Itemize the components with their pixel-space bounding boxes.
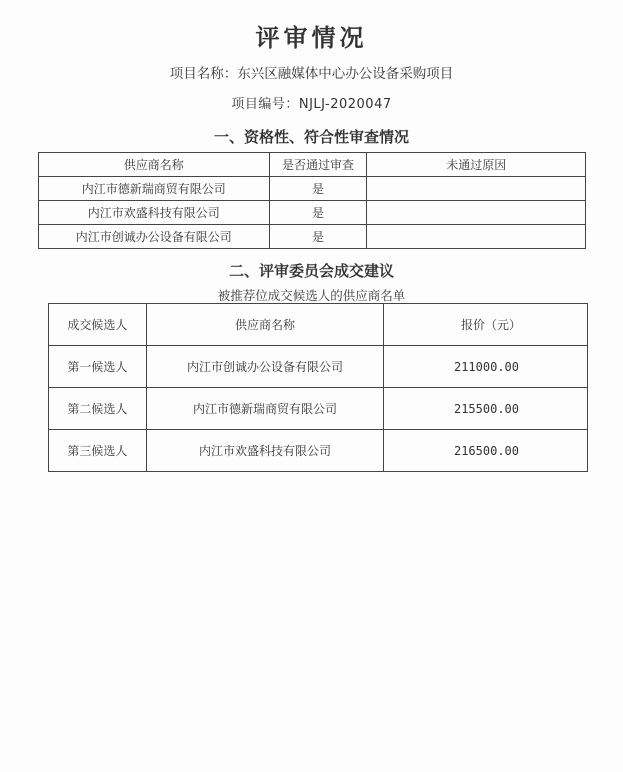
price-cell: 215500.00 [384, 388, 588, 430]
table-header-row [49, 304, 588, 346]
reason-cell [367, 177, 586, 201]
price-cell: 216500.00 [384, 430, 588, 472]
table-row [39, 201, 586, 225]
header-supplier: 供应商名称 [39, 153, 270, 177]
rank-cell: 第三候选人 [49, 430, 147, 472]
price-cell: 211000.00 [384, 346, 588, 388]
candidate-list-caption: 被推荐位成交候选人的供应商名单 [217, 288, 406, 303]
reason-cell [367, 201, 586, 225]
candidate-table [48, 303, 588, 472]
table-row [49, 430, 588, 472]
passed-cell: 是 [269, 201, 367, 225]
section2-heading: 二、评审委员会成交建议 [228, 262, 394, 280]
header-reason: 未通过原因 [367, 153, 586, 177]
supplier-cell: 内江市创诚办公设备有限公司 [39, 225, 270, 249]
header-supplier: 供应商名称 [146, 304, 383, 346]
supplier-cell: 内江市德新瑞商贸有限公司 [146, 388, 383, 430]
table-header-row [39, 153, 586, 177]
supplier-cell: 内江市德新瑞商贸有限公司 [39, 177, 270, 201]
supplier-cell: 内江市欢盛科技有限公司 [39, 201, 270, 225]
table-row [49, 388, 588, 430]
project-name-line: 项目名称：东兴区融媒体中心办公设备采购项目 [169, 66, 454, 82]
rank-cell: 第一候选人 [49, 346, 147, 388]
passed-cell: 是 [269, 225, 367, 249]
project-number-line: 项目编号：NJLJ-2020047 [231, 97, 392, 112]
passed-cell: 是 [269, 177, 367, 201]
table-row [49, 346, 588, 388]
reason-cell [367, 225, 586, 249]
table-row [39, 177, 586, 201]
header-rank: 成交候选人 [49, 304, 147, 346]
qualification-review-table [38, 152, 586, 249]
header-price: 报价（元） [384, 304, 588, 346]
section1-heading: 一、资格性、符合性审查情况 [213, 128, 409, 146]
header-passed: 是否通过审查 [269, 153, 367, 177]
supplier-cell: 内江市创诚办公设备有限公司 [146, 346, 383, 388]
rank-cell: 第二候选人 [49, 388, 147, 430]
table-row [39, 225, 586, 249]
document-title: 评审情况 [255, 24, 368, 52]
supplier-cell: 内江市欢盛科技有限公司 [146, 430, 383, 472]
